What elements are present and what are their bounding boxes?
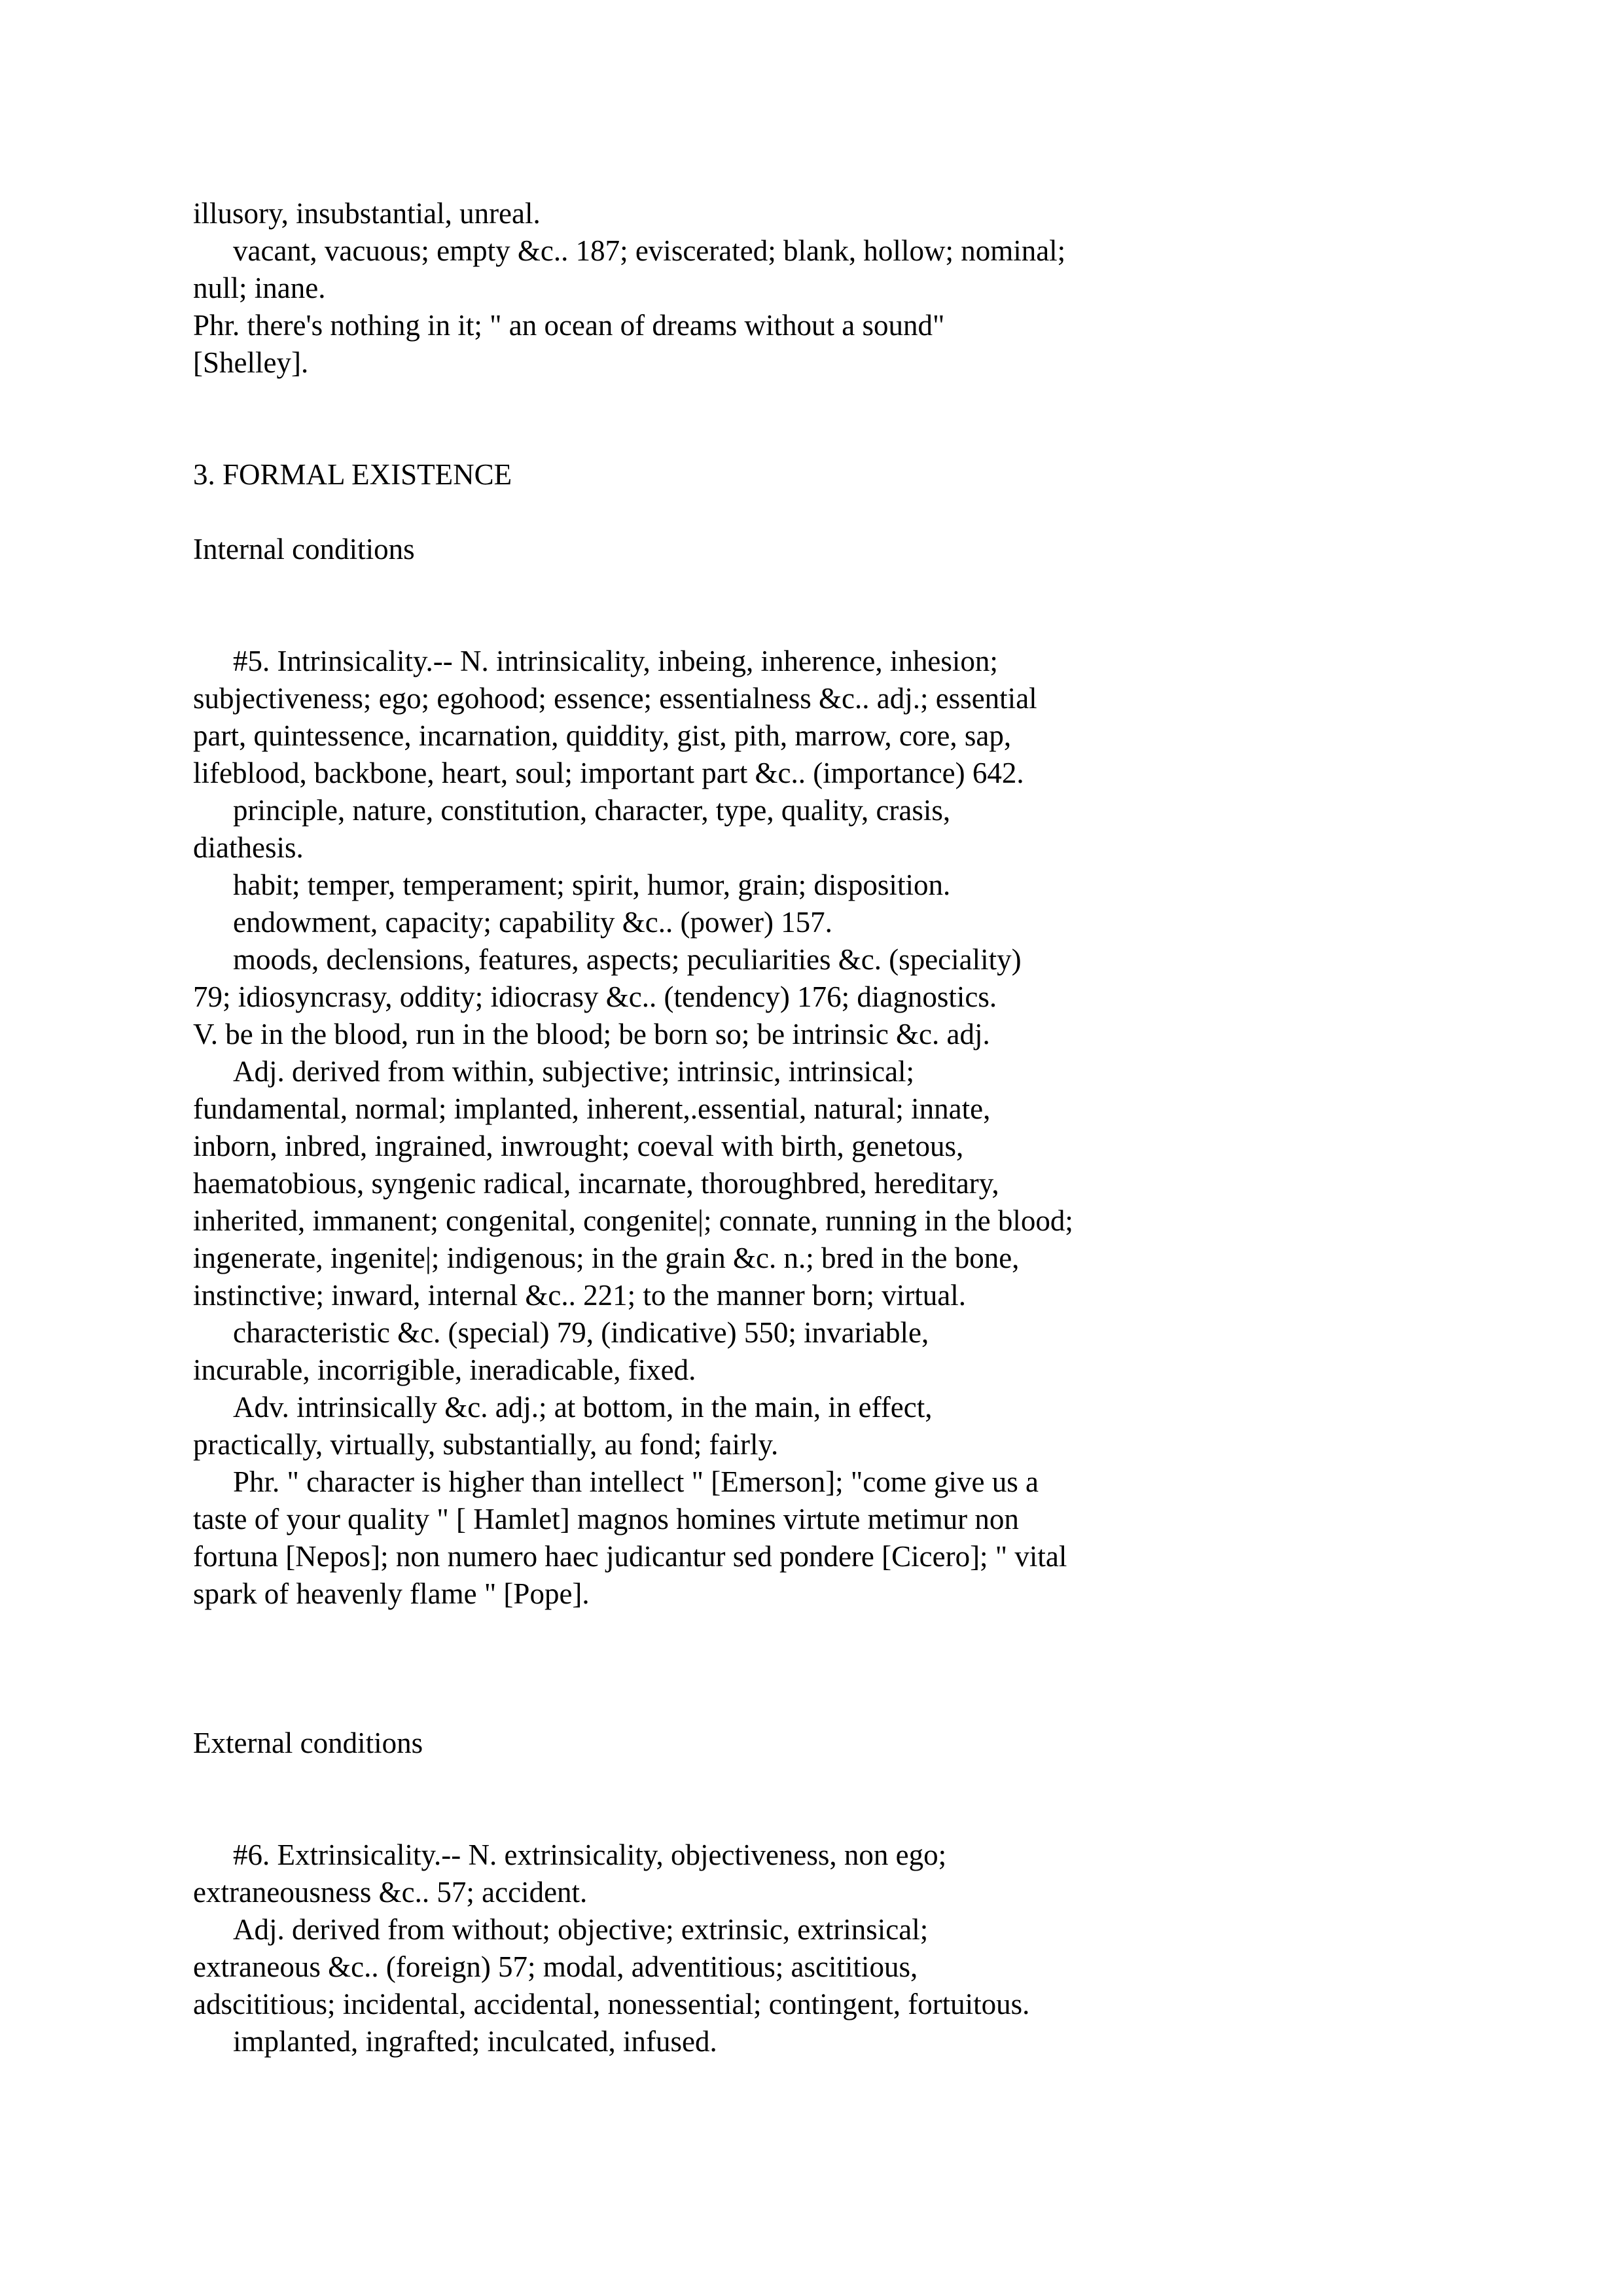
text-line: Adv. intrinsically &c. adj.; at bottom, in the main, in effect, — [233, 1391, 933, 1424]
text-line: inborn, inbred, ingrained, inwrought; coeval with birth, genetous, — [193, 1130, 964, 1162]
text-line: moods, declensions, features, aspects; peculiarities &c. (speciality) — [233, 943, 1022, 976]
text-line: lifeblood, backbone, heart, soul; important part &c.. (importance) 642. — [193, 757, 1024, 789]
text-line: part, quintessence, incarnation, quiddity, gist, pith, marrow, core, sap, — [193, 719, 1012, 752]
text-line: spark of heavenly flame " [Pope]. — [193, 1577, 590, 1610]
text-line: principle, nature, constitution, character, type, quality, crasis, — [233, 794, 951, 827]
text-line: extraneous &c.. (foreign) 57; modal, adventitious; ascititious, — [193, 1950, 918, 1983]
text-line: null; inane. — [193, 272, 326, 304]
text-line: diathesis. — [193, 831, 304, 864]
text-line: habit; temper, temperament; spirit, humor, grain; disposition. — [233, 869, 951, 901]
entry-heading: #5. Intrinsicality.-- N. intrinsicality, inbeing, inherence, inhesion; — [233, 645, 998, 677]
text-line: inherited, immanent; congenital, congenite|; connate, running in the blood; — [193, 1204, 1073, 1237]
text-line: V. be in the blood, run in the blood; be born so; be intrinsic &c. adj. — [193, 1018, 990, 1050]
text-line: illusory, insubstantial, unreal. — [193, 197, 541, 230]
subsection-heading: External conditions — [193, 1727, 423, 1759]
text-line: haematobious, syngenic radical, incarnate, thoroughbred, hereditary, — [193, 1167, 999, 1200]
text-line: endowment, capacity; capability &c.. (power) 157. — [233, 906, 832, 939]
text-line: adscititious; incidental, accidental, nonessential; contingent, fortuitous. — [193, 1988, 1030, 2020]
text-line: extraneousness &c.. 57; accident. — [193, 1876, 588, 1909]
subsection-heading: Internal conditions — [193, 533, 415, 565]
text-line: subjectiveness; ego; egohood; essence; essentialness &c.. adj.; essential — [193, 682, 1037, 715]
text-line: instinctive; inward, internal &c.. 221; to the manner born; virtual. — [193, 1279, 966, 1312]
text-line: Adj. derived from within, subjective; intrinsic, intrinsical; — [233, 1055, 915, 1088]
text-line: vacant, vacuous; empty &c.. 187; eviscerated; blank, hollow; nominal; — [233, 234, 1066, 267]
section-heading: 3. FORMAL EXISTENCE — [193, 458, 512, 491]
text-line: [Shelley]. — [193, 346, 309, 379]
entry-heading: #6. Extrinsicality.-- N. extrinsicality, objectiveness, non ego; — [233, 1839, 947, 1871]
text-line: incurable, incorrigible, ineradicable, fixed. — [193, 1354, 696, 1386]
text-line: characteristic &c. (special) 79, (indicative) 550; invariable, — [233, 1316, 929, 1349]
text-line: taste of your quality " [ Hamlet] magnos homines virtute metimur non — [193, 1503, 1019, 1535]
text-line: fortuna [Nepos]; non numero haec judicantur sed pondere [Cicero]; " vital — [193, 1540, 1067, 1573]
text-line: Adj. derived from without; objective; extrinsic, extrinsical; — [233, 1913, 929, 1946]
text-line: 79; idiosyncrasy, oddity; idiocrasy &c.. (tendency) 176; diagnostics. — [193, 980, 997, 1013]
text-line: practically, virtually, substantially, au fond; fairly. — [193, 1428, 779, 1461]
text-line: Phr. there's nothing in it; " an ocean of dreams without a sound" — [193, 309, 945, 342]
text-line: Phr. " character is higher than intellect " [Emerson]; "come give us a — [233, 1465, 1039, 1498]
text-line: ingenerate, ingenite|; indigenous; in the grain &c. n.; bred in the bone, — [193, 1242, 1020, 1274]
text-line: implanted, ingrafted; inculcated, infused. — [233, 2025, 717, 2058]
text-line: fundamental, normal; implanted, inherent,.essential, natural; innate, — [193, 1092, 991, 1125]
